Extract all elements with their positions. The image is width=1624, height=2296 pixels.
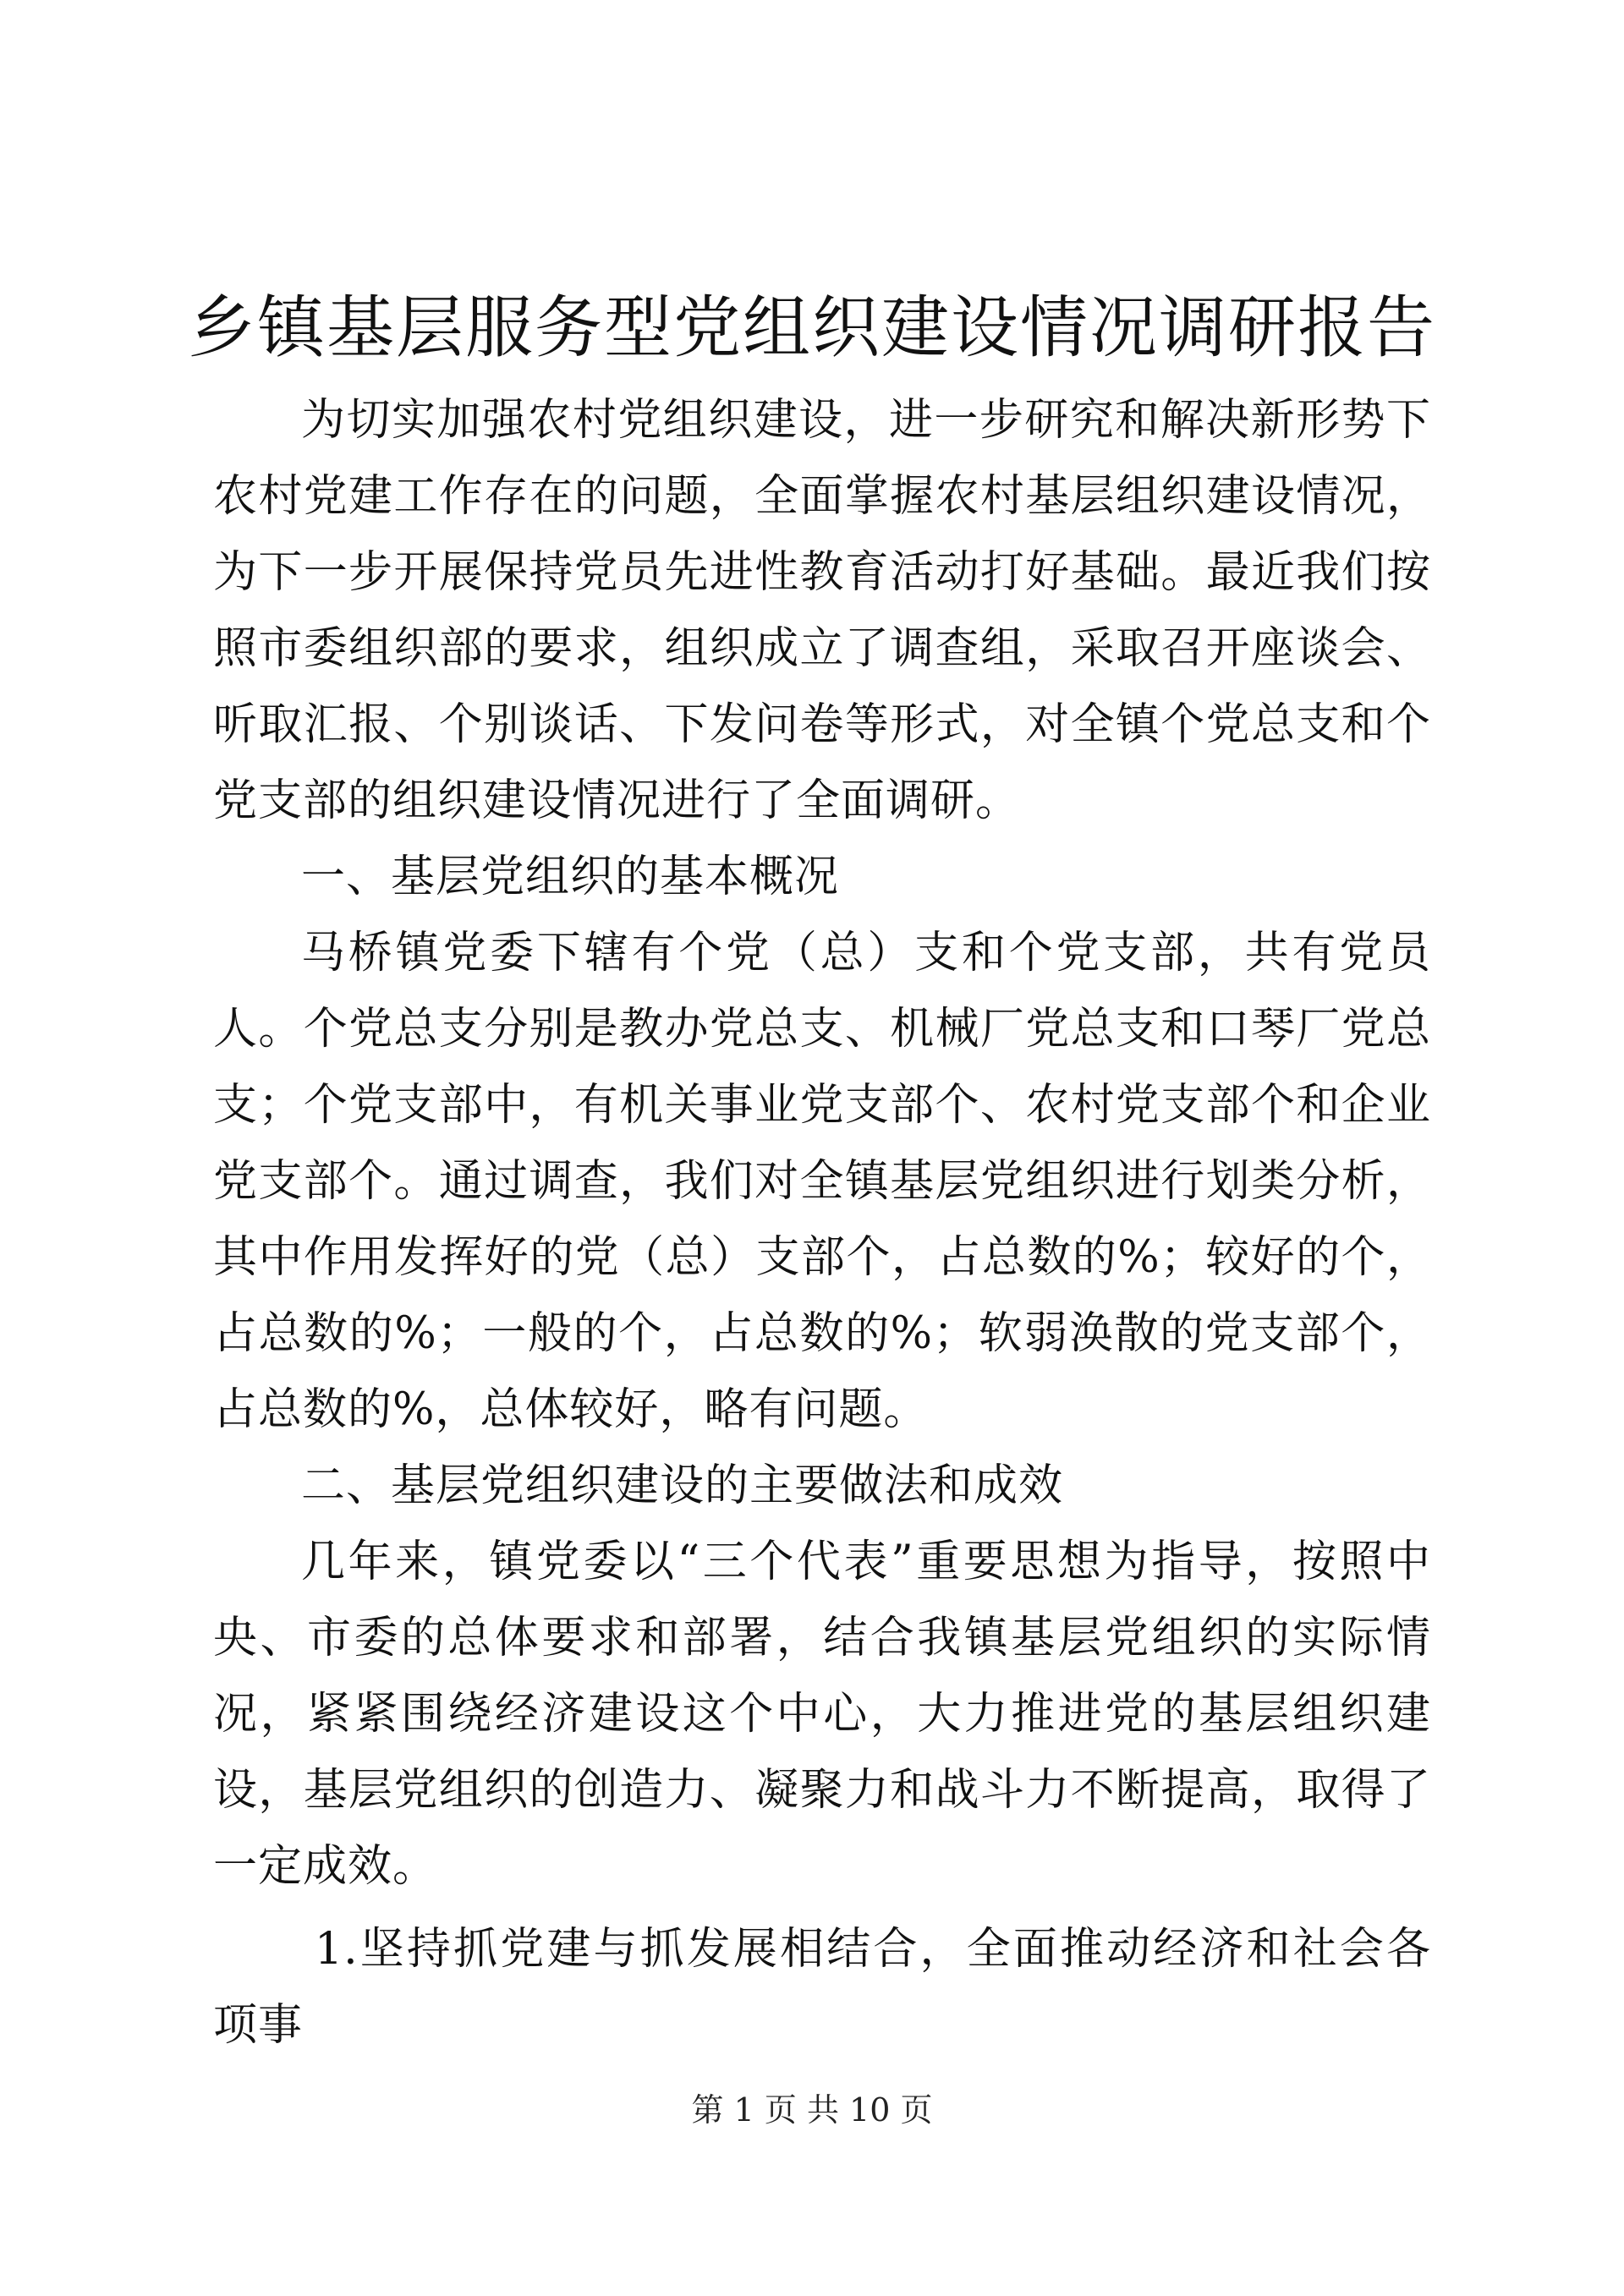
page-footer: 第 1 页 共 10 页 — [691, 2091, 933, 2129]
achievements-paragraph: 几年来，镇党委以“三个代表”重要思想为指导，按照中央、市委的总体要求和部署，结合我镇基层党组织的实际情况，紧紧围绕经济建设这个中心，大力推进党的基层组织建设，基层党组织的创造力、凝聚力和战斗力不断提高，取得了一定成效。 — [213, 1537, 1431, 1892]
document-title: 乡镇基层服务型党组织建设情况调研报告 — [188, 288, 1436, 367]
numbered-item-1: 1.坚持抓党建与抓发展相结合，全面推动经济和社会各项事 — [213, 1924, 1431, 2051]
intro-paragraph: 为切实加强农村党组织建设，进一步研究和解决新形势下农村党建工作存在的问题，全面掌握农村基层组织建设情况，为下一步开展保持党员先进性教育活动打好基础。最近我们按照市委组织部的要求，组织成立了调查组，采取召开座谈会、听取汇报、个别谈话、下发问卷等形式，对全镇个党总支和个党支部的组织建设情况进行了全面调研。 — [213, 395, 1431, 826]
section-heading-2: 二、基层党组织建设的主要做法和成效 — [301, 1460, 1064, 1511]
section-heading-1: 一、基层党组织的基本概况 — [301, 852, 840, 902]
overview-paragraph: 马桥镇党委下辖有个党（总）支和个党支部，共有党员人。个党总支分别是教办党总支、机械厂党总支和口琴厂党总支；个党支部中，有机关事业党支部个、农村党支部个和企业党支部个。通过调查，我们对全镇基层党组织进行划类分析，其中作用发挥好的党（总）支部个，占总数的%；较好的个，占总数的%；一般的个，占总数的%；软弱涣散的党支部个，占总数的%，总体较好，略有问题。 — [213, 928, 1431, 1435]
document-body — [213, 382, 1431, 2063]
